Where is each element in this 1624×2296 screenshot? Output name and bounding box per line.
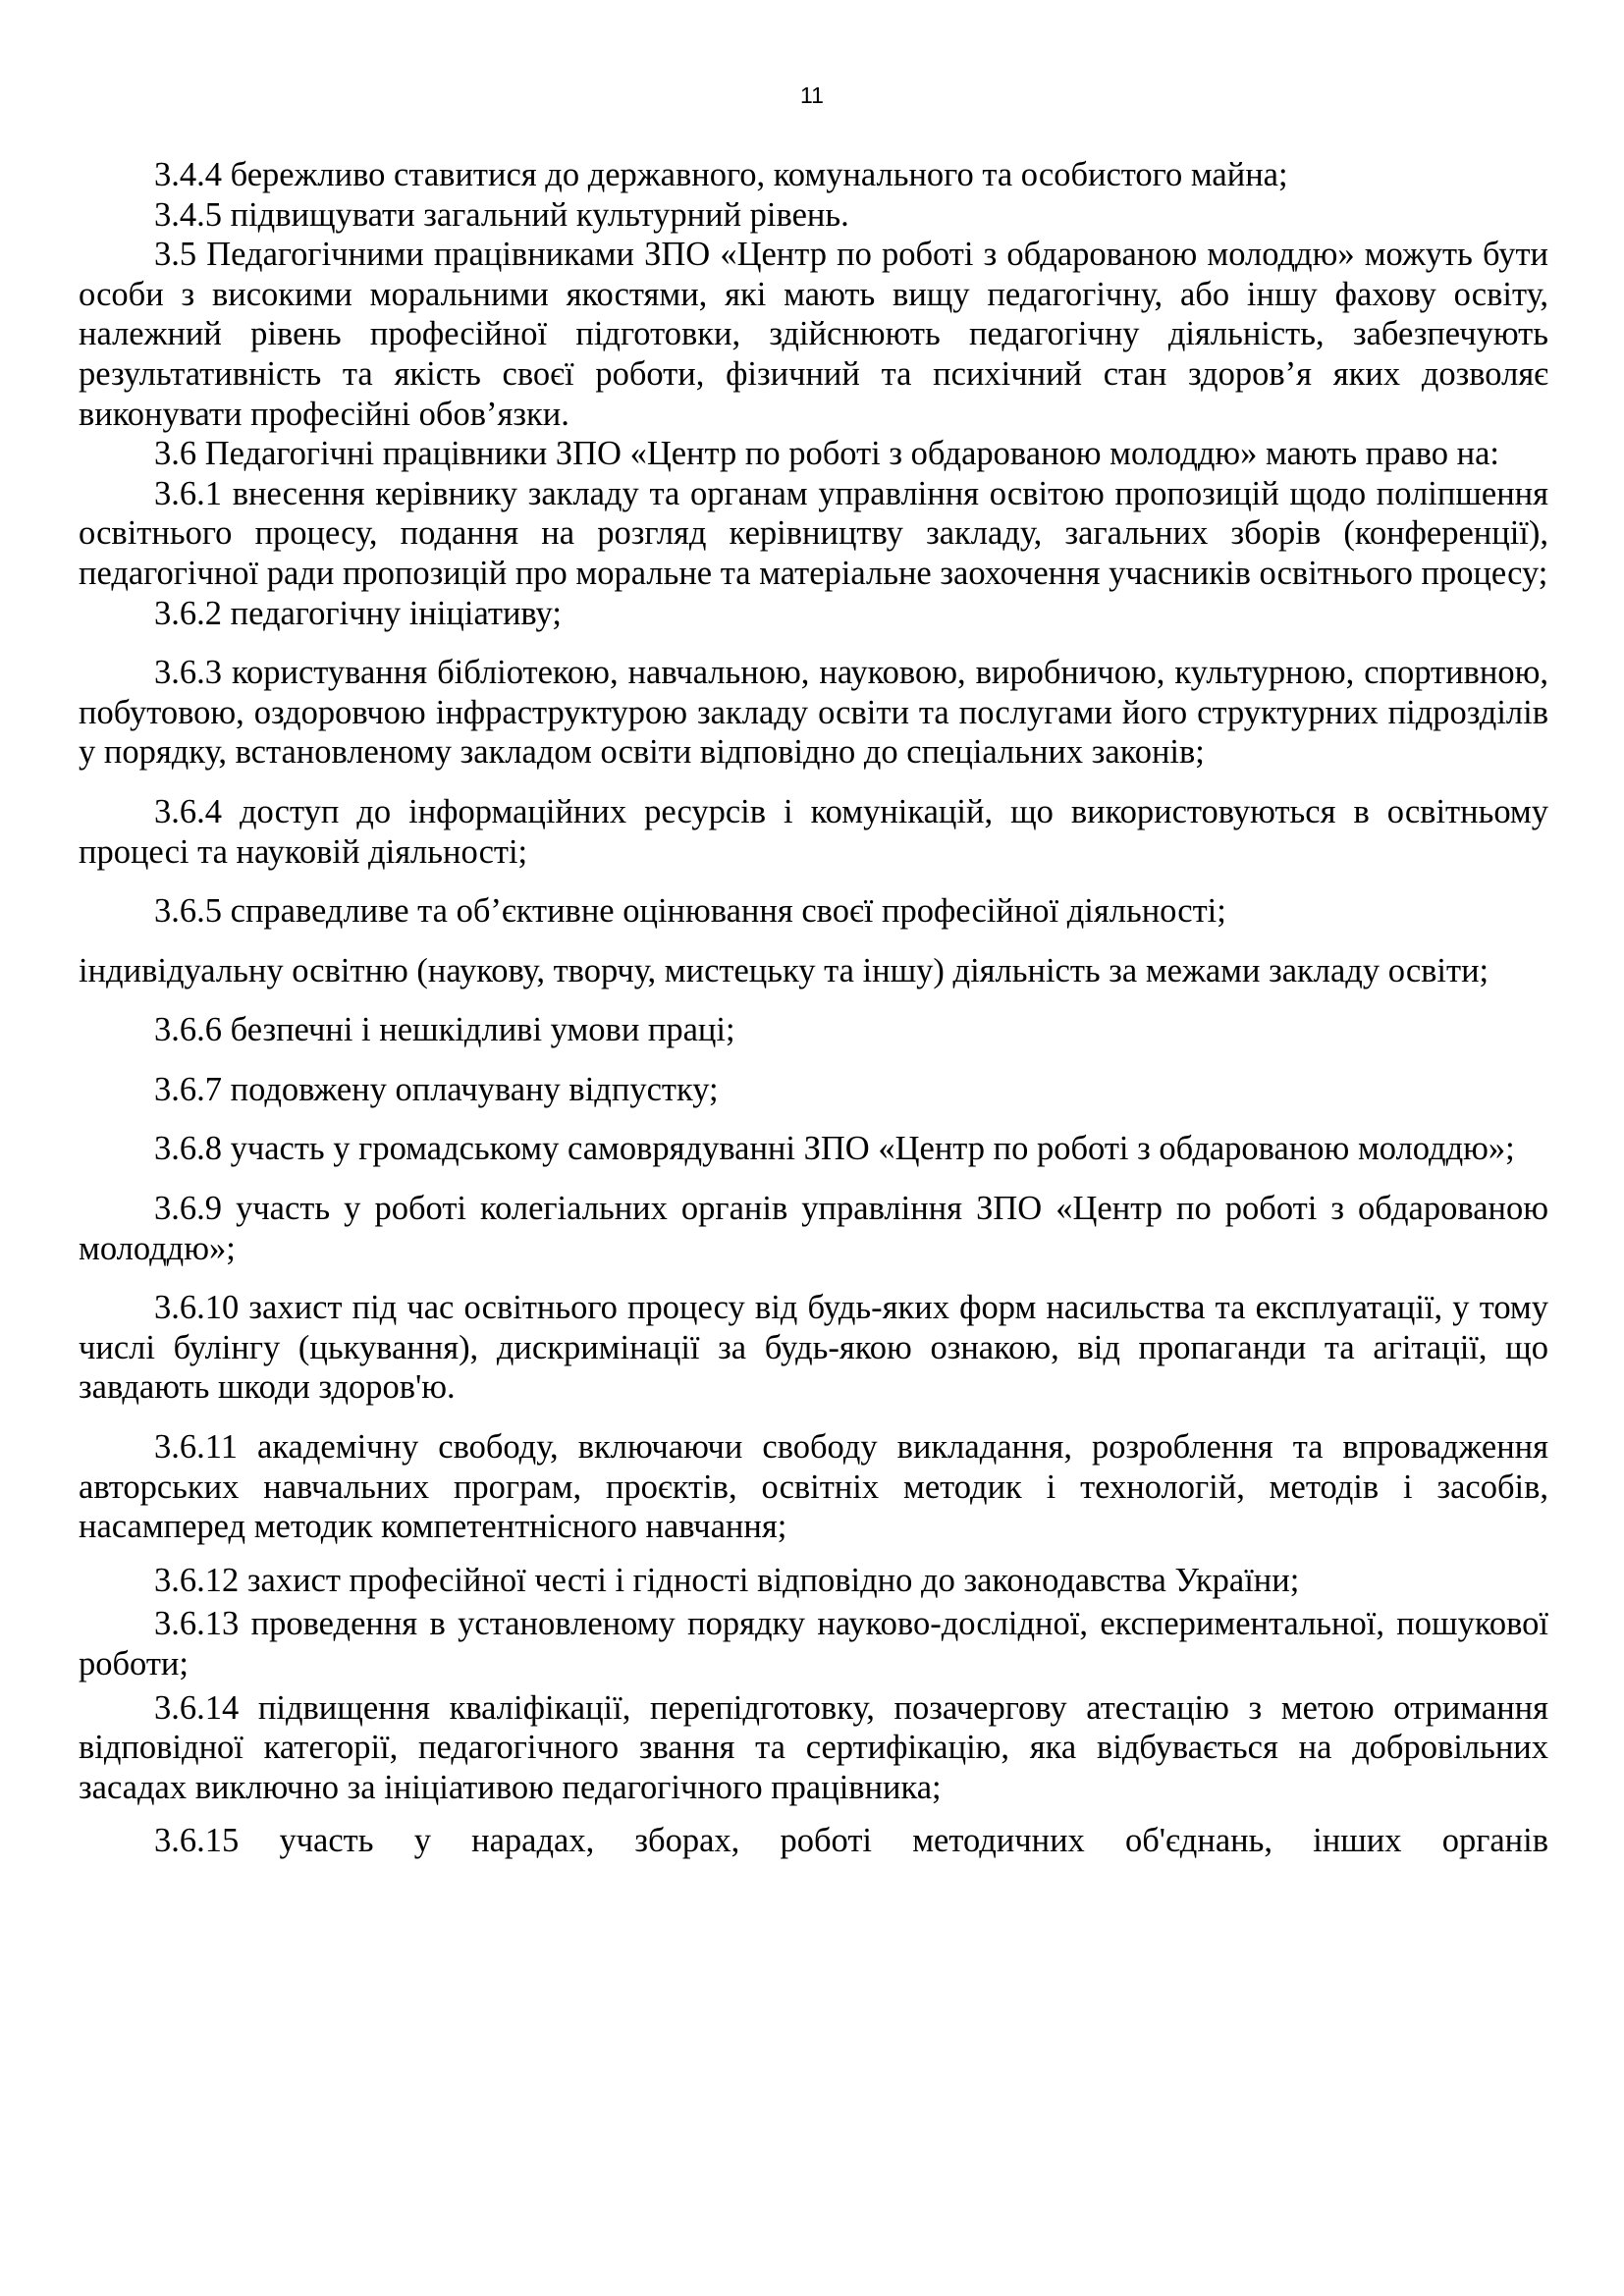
paragraph-3-6-5: 3.6.5 справедливе та об’єктивне оцінювання своєї професійної діяльності;	[154, 892, 1226, 931]
paragraph-3-6-12: 3.6.12 захист професійної честі і гідності відповідно до законодавства України;	[154, 1561, 1300, 1599]
paragraph-3-6-3: 3.6.3 користування бібліотекою, навчальною, науковою, виробничою, культурною, спортивною, побутовою, оздоровчою інфраструктурою закладу освіти та послугами його структурних підрозділів у порядку, встановленому закладом освіти відповідно до спеціальних законів;	[79, 654, 1548, 772]
paragraph-3-6-6: 3.6.6 безпечні і нешкідливі умови праці;	[154, 1011, 735, 1049]
paragraph-3-6-14: 3.6.14 підвищення кваліфікації, перепідготовку, позачергову атестацію з метою отримання відповідної категорії, педагогічного звання та сертифікацію, яка відбувається на добровільних засадах виключно за ініціативою педагогічного працівника;	[79, 1688, 1548, 1806]
paragraph-3-6-8: 3.6.8 участь у громадському самоврядуванні ЗПО «Центр по роботі з обдарованою молоддю»;	[154, 1130, 1515, 1168]
paragraph-3-6-10: 3.6.10 захист під час освітнього процесу від будь-яких форм насильства та експлуатації, у тому числі булінгу (цькування), дискримінації за будь-якою ознакою, від пропаганди та агітації, що завдають шкоди здоров'ю.	[79, 1289, 1548, 1407]
paragraph-3-6-1: 3.6.1 внесення керівнику закладу та органам управління освітою пропозицій щодо поліпшення освітнього процесу, подання на розгляд керівництву закладу, загальних зборів (конференції), педагогічної ради пропозицій про моральне та матеріальне заохочення учасників освітнього процесу;	[79, 474, 1548, 592]
paragraph-3-5: 3.5 Педагогічними працівниками ЗПО «Центр по роботі з обдарованою молоддю» можуть бути особи з високими моральними якостями, які мають вищу педагогічну, або іншу фахову освіту, належний рівень професійної підготовки, здійснюють педагогічну діяльність, забезпечують результативність та якість своєї роботи, фізичний та психічний стан здоров’я яких дозволяє виконувати професійні обов’язки.	[79, 236, 1548, 433]
page-number: 11	[800, 82, 824, 108]
paragraph-3-6: 3.6 Педагогічні працівники ЗПО «Центр по роботі з обдарованою молоддю» мають право на:	[154, 435, 1500, 473]
paragraph-3-6-11: 3.6.11 академічну свободу, включаючи свободу викладання, розроблення та впровадження авторських навчальних програм, проєктів, освітніх методик і технологій, методів і засобів, насамперед методик компетентнісного навчання;	[79, 1428, 1548, 1546]
paragraph-3-6-4: 3.6.4 доступ до інформаційних ресурсів і комунікацій, що використовуються в освітньому процесі та науковій діяльності;	[79, 792, 1548, 871]
paragraph-3-6-2: 3.6.2 педагогічну ініціативу;	[154, 594, 562, 632]
paragraph-3-6-9: 3.6.9 участь у роботі колегіальних органів управління ЗПО «Центр по роботі з обдарованою молоддю»;	[79, 1190, 1548, 1267]
paragraph-3-4-4: 3.4.4 бережливо ставитися до державного, комунального та особистого майна;	[154, 156, 1288, 193]
document-body	[79, 155, 1548, 1861]
paragraph-3-6-13: 3.6.13 проведення в установленому порядку науково-дослідної, експериментальної, пошукової роботи;	[79, 1605, 1548, 1682]
paragraph-3-6-15: 3.6.15 участь у нарадах, зборах, роботі методичних об'єднань, інших органів	[154, 1822, 1548, 1860]
paragraph-individual-activity: індивідуальну освітню (наукову, творчу, мистецьку та іншу) діяльність за межами закладу освіти;	[79, 951, 1489, 989]
paragraph-3-4-5: 3.4.5 підвищувати загальний культурний рівень.	[154, 195, 849, 234]
paragraph-3-6-7: 3.6.7 подовжену оплачувану відпустку;	[154, 1070, 719, 1108]
